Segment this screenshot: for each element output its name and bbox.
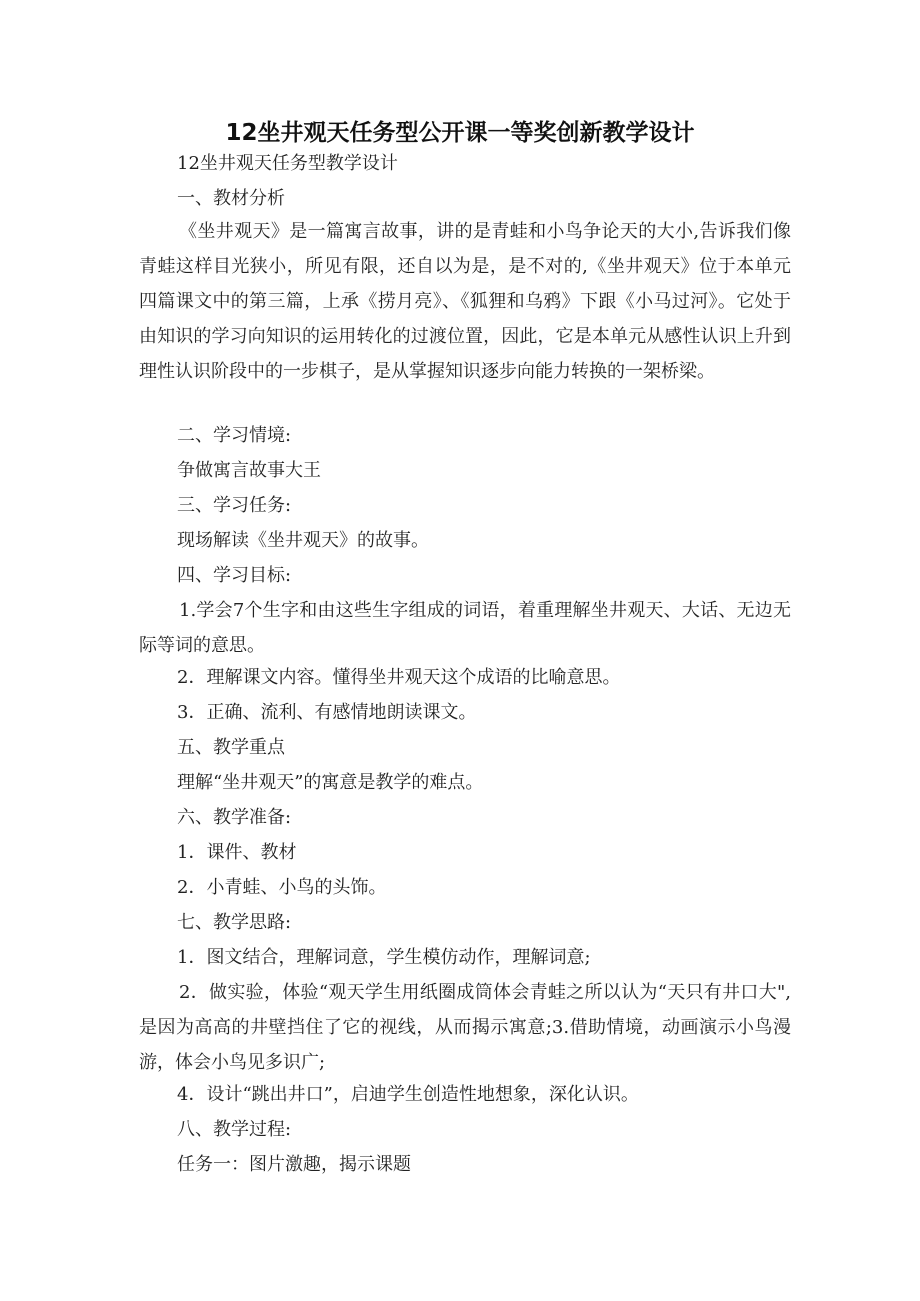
section-text-2: 争做寓言故事大王 [177, 460, 321, 481]
section-heading-5: 五、教学重点 [177, 737, 285, 758]
section-heading-1: 一、教材分析 [177, 188, 285, 209]
approach-item-4: 4．设计“跳出井口”，启迪学生创造性地想象，深化认识。 [177, 1084, 639, 1105]
section-text-5: 理解“坐井观天”的寓意是教学的难点。 [177, 772, 484, 793]
approach-item-1: 1．图文结合，理解词意，学生模仿动作，理解词意; [177, 947, 591, 968]
section-heading-2: 二、学习情境: [177, 425, 292, 446]
preparation-item-1: 1．课件、教材 [177, 842, 297, 863]
objective-item-1: 1.学会7个生字和由这些生字组成的词语，着重理解坐井观天、大话、无边无际等词的意思。 [139, 600, 791, 656]
section-heading-8: 八、教学过程: [177, 1119, 292, 1140]
page-title: 12坐井观天任务型公开课一等奖创新教学设计 [225, 120, 695, 146]
section-paragraph-1: 《坐井观天》是一篇寓言故事，讲的是青蛙和小鸟争论天的大小,告诉我们像青蛙这样目光狭小，所见有限，还自以为是，是不对的,《坐井观天》位于本单元四篇课文中的第三篇，上承《捞月亮》、《狐狸和乌鸦》下跟《小马过河》。它处于由知识的学习向知识的运用转化的过渡位置，因此，它是本单元从感性认识上升到理性认识阶段中的一步棋子，是从掌握知识逐步向能力转换的一架桥梁。 [139, 221, 791, 382]
approach-item-2: 2．做实验，体验“观天学生用纸圈成筒体会青蛙之所以认为“天只有井口大",是因为高高的井壁挡住了它的视线，从而揭示寓意;3.借助情境，动画演示小鸟漫游，体会小鸟见多识广; [139, 982, 791, 1073]
section-heading-3: 三、学习任务: [177, 495, 292, 516]
section-heading-4: 四、学习目标: [177, 565, 292, 586]
section-heading-6: 六、教学准备: [177, 807, 292, 828]
section-text-3: 现场解读《坐井观天》的故事。 [177, 530, 429, 551]
objective-item-3: 3．正确、流利、有感情地朗读课文。 [177, 702, 477, 723]
section-heading-7: 七、教学思路: [177, 912, 292, 933]
preparation-item-2: 2．小青蛙、小鸟的头饰。 [177, 877, 387, 898]
objective-item-2: 2．理解课文内容。懂得坐井观天这个成语的比喻意思。 [177, 667, 621, 688]
subtitle: 12坐井观天任务型教学设计 [177, 153, 398, 174]
task-heading-1: 任务一：图片激趣，揭示课题 [177, 1154, 411, 1175]
